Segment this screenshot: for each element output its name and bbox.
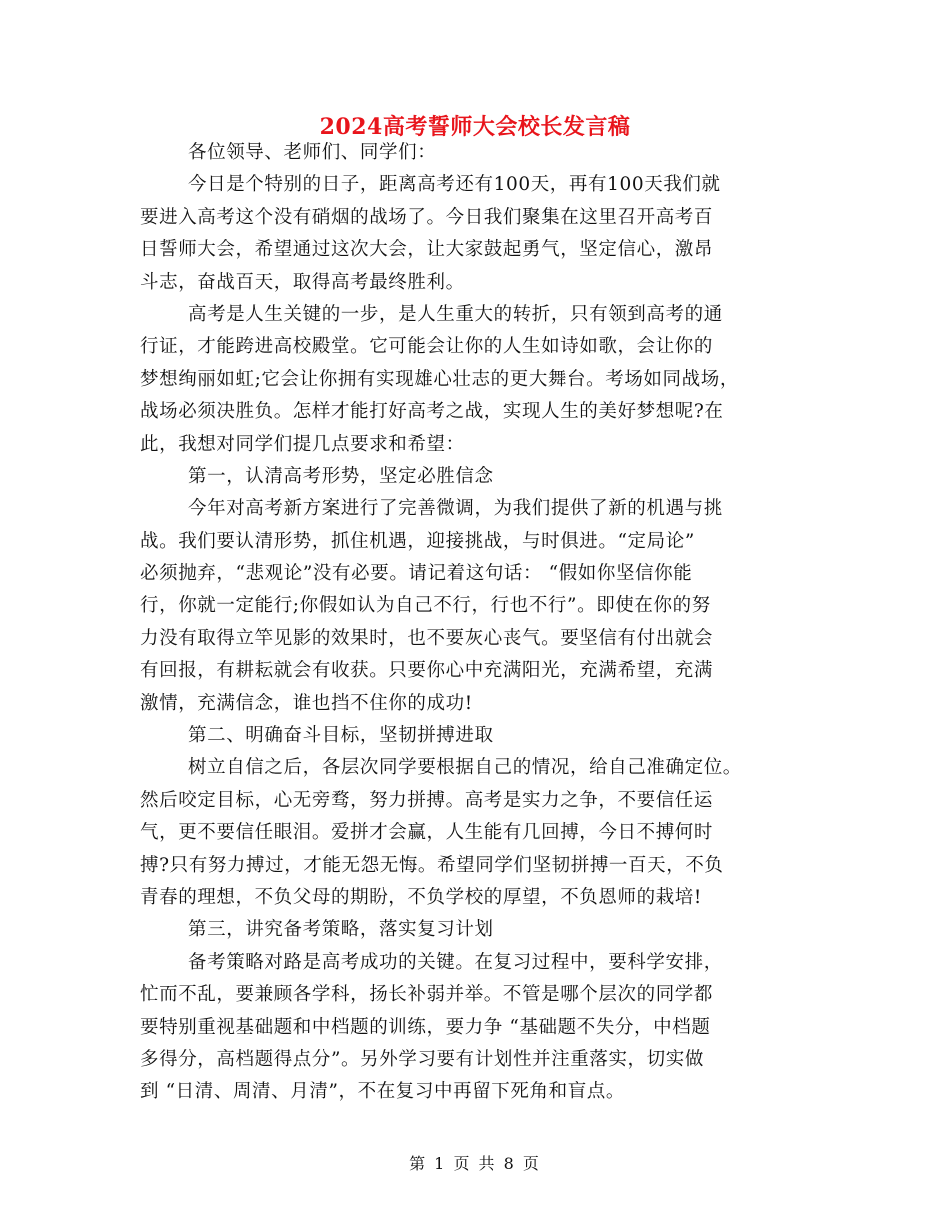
paragraph-line: 到 “日清、周清、月清”，不在复习中再留下死角和盲点。 [140,1081,625,1103]
paragraph-line: 力没有取得立竿见影的效果时，也不要灰心丧气。要坚信有付出就会 [140,627,714,649]
paragraph-line: 忙而不乱，要兼顾各学科，扬长补弱并举。不管是哪个层次的同学都 [140,984,714,1006]
page-number: 第 1 页 共 8 页 [409,1154,541,1173]
paragraph-line: 战场必须决胜负。怎样才能打好高考之战，实现人生的美好梦想呢?在 [140,401,724,423]
paragraph-line: 梦想绚丽如虹;它会让你拥有实现雄心壮志的更大舞台。考场如同战场， [140,368,739,390]
paragraph-line: 今年对高考新方案进行了完善微调，为我们提供了新的机遇与挑 [188,498,723,520]
paragraph-line: 气，更不要信任眼泪。爱拼才会赢，人生能有几回搏，今日不搏何时 [140,822,714,844]
document-title: 2024高考誓师大会校长发言稿 [319,114,631,140]
paragraph-line: 青春的理想，不负父母的期盼，不负学校的厚望，不负恩师的栽培! [140,886,702,908]
document-body [140,137,820,1109]
section-heading: 第二、明确奋斗目标，坚韧拼搏进取 [188,725,494,747]
paragraph-line: 行，你就一定能行;你假如认为自己不行，行也不行”。即使在你的努 [140,595,711,617]
paragraph-line: 今日是个特别的日子，距离高考还有100天，再有100天我们就 [188,174,721,196]
paragraph-line: 斗志，奋战百天，取得高考最终胜利。 [140,271,465,293]
paragraph-line: 激情，充满信念，谁也挡不住你的成功! [140,692,473,714]
paragraph-line: 树立自信之后，各层次同学要根据自己的情况，给自己准确定位。 [188,757,742,779]
paragraph-line: 然后咬定目标，心无旁骛，努力拼搏。高考是实力之争，不要信任运 [140,789,714,811]
salutation-line: 各位领导、老师们、同学们： [188,142,437,163]
paragraph-line: 日誓师大会，希望通过这次大会，让大家鼓起勇气，坚定信心，激昂 [140,239,714,261]
paragraph-line: 有回报，有耕耘就会有收获。只要你心中充满阳光，充满希望，充满 [140,660,714,682]
paragraph-line: 此，我想对同学们提几点要求和希望： [140,433,465,455]
paragraph-line: 行证，才能跨进高校殿堂。它可能会让你的人生如诗如歌，会让你的 [140,336,714,358]
paragraph-line: 战。我们要认清形势，抓住机遇，迎接挑战，与时俱进。“定局论” [140,530,695,552]
section-heading: 第三，讲究备考策略，落实复习计划 [188,919,494,941]
paragraph-line: 高考是人生关键的一步，是人生重大的转折，只有领到高考的通 [188,303,723,325]
section-heading: 第一，认清高考形势，坚定必胜信念 [188,465,494,487]
paragraph-line: 要进入高考这个没有硝烟的战场了。今日我们聚集在这里召开高考百 [140,206,714,228]
paragraph-line: 搏?只有努力搏过，才能无怨无悔。希望同学们坚韧拼搏一百天，不负 [140,854,724,876]
paragraph-line: 多得分，高档题得点分”。另外学习要有计划性并注重落实，切实做 [140,1048,704,1070]
paragraph-line: 必须抛弃，“悲观论”没有必要。请记着这句话： “假如你坚信你能 [140,563,693,585]
paragraph-line: 备考策略对路是高考成功的关键。在复习过程中，要科学安排， [188,951,723,973]
paragraph-line: 要特别重视基础题和中档题的训练，要力争 “基础题不失分，中档题 [140,1016,711,1038]
